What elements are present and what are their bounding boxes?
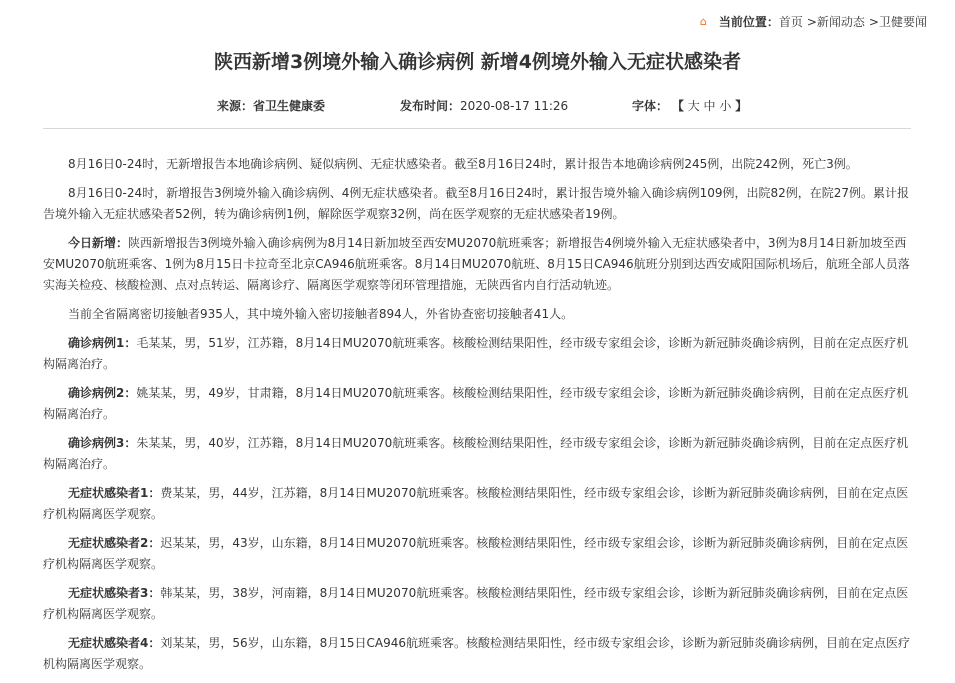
breadcrumb-home[interactable]: 首页 <box>778 15 803 29</box>
paragraph-lead: 确诊病例2： <box>68 386 137 400</box>
paragraph-text: 8月16日0-24时，新增报告3例境外输入确诊病例、4例无症状感染者。截至8月16日24时，累计报告境外输入确诊病例109例，出院82例，在院27例。累计报告境外输入无症状感染者52例，转为确诊病例1例，解除医学观察32例，尚在医学观察的无症状感染者19例。 <box>43 186 910 221</box>
paragraph-text: 迟某某，男，43岁，山东籍，8月14日MU2070航班乘客。核酸检测结果阳性，经市级专家组会诊，诊断为新冠肺炎确诊病例，目前在定点医疗机构隔离医学观察。 <box>43 536 909 571</box>
paragraph-lead: 无症状感染者3： <box>68 586 161 600</box>
source <box>217 97 325 114</box>
paragraph <box>43 183 911 225</box>
paragraph-lead: 今日新增： <box>68 236 129 250</box>
page-title: 陕西新增3例境外输入确诊病例 新增4例境外输入无症状感染者 <box>213 51 742 73</box>
breadcrumb-health[interactable]: 卫健要闻 <box>878 15 927 29</box>
paragraph-text: 当前全省隔离密切接触者935人，其中境外输入密切接触者894人，外省协查密切接触者41人。 <box>68 307 574 321</box>
paragraph-lead: 无症状感染者1： <box>68 486 161 500</box>
source-value: 省卫生健康委 <box>253 99 326 113</box>
divider <box>43 128 911 129</box>
paragraph-text: 韩某某，男，38岁，河南籍，8月14日MU2070航班乘客。核酸检测结果阳性，经市级专家组会诊，诊断为新冠肺炎确诊病例，目前在定点医疗机构隔离医学观察。 <box>43 586 909 621</box>
paragraph-text: 毛某某，男，51岁，江苏籍，8月14日MU2070航班乘客。核酸检测结果阳性，经市级专家组会诊，诊断为新冠肺炎确诊病例，目前在定点医疗机构隔离治疗。 <box>43 336 909 371</box>
paragraph-lead: 无症状感染者2： <box>68 536 161 550</box>
paragraph <box>43 383 911 425</box>
source-label: 来源： <box>217 99 254 113</box>
breadcrumb-sep: > <box>868 14 879 29</box>
paragraph <box>43 633 911 675</box>
publish-time <box>400 97 568 114</box>
article-body <box>43 154 911 683</box>
paragraph-text: 费某某，男，44岁，江苏籍，8月14日MU2070航班乘客。核酸检测结果阳性，经市级专家组会诊，诊断为新冠肺炎确诊病例，目前在定点医疗机构隔离医学观察。 <box>43 486 909 521</box>
paragraph-lead: 无症状感染者4： <box>68 636 161 650</box>
paragraph-text: 朱某某，男，40岁，江苏籍，8月14日MU2070航班乘客。核酸检测结果阳性，经市级专家组会诊，诊断为新冠肺炎确诊病例，目前在定点医疗机构隔离治疗。 <box>43 436 909 471</box>
paragraph-text: 刘某某，男，56岁，山东籍，8月15日CA946航班乘客。核酸检测结果阳性，经市级专家组会诊，诊断为新冠肺炎确诊病例，目前在定点医疗机构隔离医学观察。 <box>43 636 911 671</box>
paragraph-text: 8月16日0-24时，无新增报告本地确诊病例、疑似病例、无症状感染者。截至8月16日24时，累计报告本地确诊病例245例，出院242例，死亡3例。 <box>68 157 858 171</box>
font-large-button[interactable]: 大 <box>687 99 700 113</box>
paragraph-lead: 确诊病例1： <box>68 336 137 350</box>
breadcrumb-news[interactable]: 新闻动态 <box>816 15 865 29</box>
bracket: 】 <box>735 99 748 113</box>
bracket: 【 <box>671 99 684 113</box>
time-label: 发布时间： <box>400 99 461 113</box>
paragraph <box>43 233 911 296</box>
paragraph <box>43 483 911 525</box>
font-small-button[interactable]: 小 <box>719 99 732 113</box>
paragraph-lead: 确诊病例3： <box>68 436 137 450</box>
paragraph <box>43 583 911 625</box>
breadcrumb-label: 当前位置： <box>718 15 779 29</box>
paragraph <box>43 154 911 175</box>
font-label: 字体： <box>632 99 669 113</box>
breadcrumb-sep: > <box>806 14 817 29</box>
breadcrumb <box>700 13 931 30</box>
font-size-control <box>632 97 747 114</box>
paragraph <box>43 333 911 375</box>
paragraph-text: 姚某某，男，49岁，甘肃籍，8月14日MU2070航班乘客。核酸检测结果阳性，经市级专家组会诊，诊断为新冠肺炎确诊病例，目前在定点医疗机构隔离治疗。 <box>43 386 909 421</box>
paragraph-text: 陕西新增报告3例境外输入确诊病例为8月14日新加坡至西安MU2070航班乘客；新增报告4例境外输入无症状感染者中，3例为8月14日新加坡至西安MU2070航班乘客、1例为8月15日卡拉奇至北京CA946航班乘客。8月14日MU2070航班、8月15日CA946航班分别到达西安咸阳国际机场后，航班全部人员落实海关检疫、核酸检测、点对点转运、隔离诊疗、隔离医学观察等闭环管理措施，无陕西省内自行活动轨迹。 <box>43 236 910 292</box>
paragraph <box>43 433 911 475</box>
font-medium-button[interactable]: 中 <box>703 99 716 113</box>
home-icon: ⌂ <box>699 15 707 28</box>
time-value: 2020-08-17 11:26 <box>460 99 569 113</box>
paragraph <box>43 533 911 575</box>
paragraph <box>43 304 911 325</box>
